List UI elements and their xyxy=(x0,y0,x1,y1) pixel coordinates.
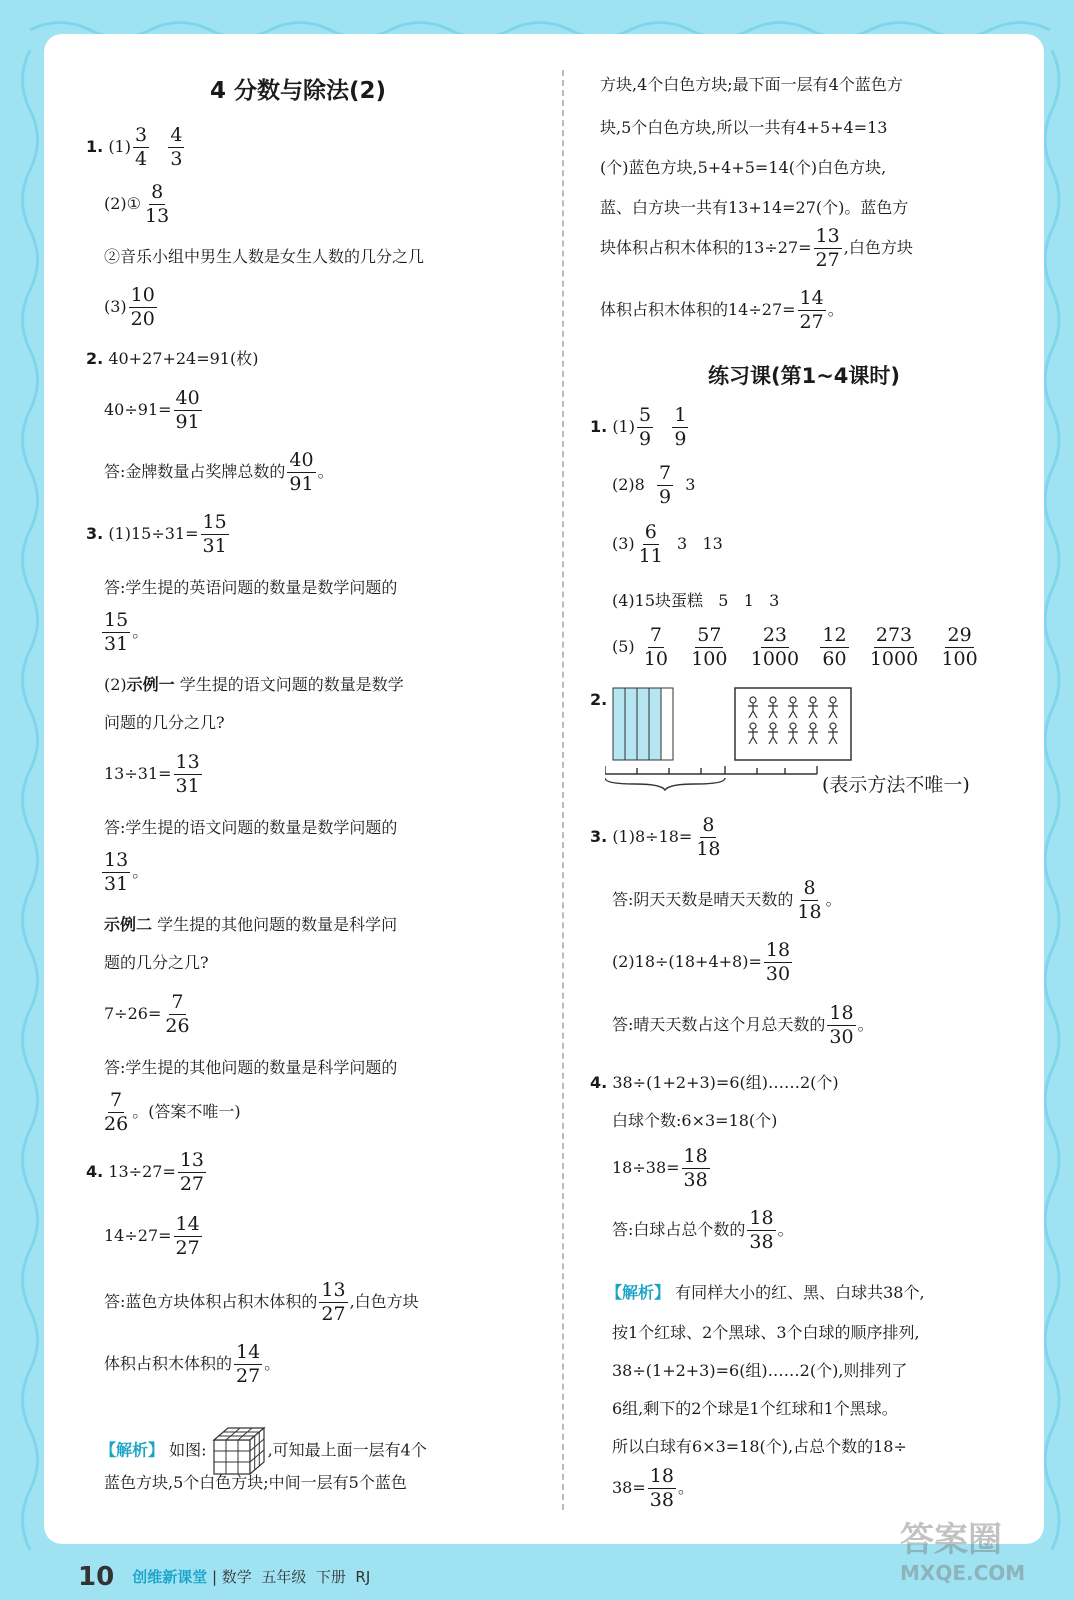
fraction: $\frac{13}{31}$ xyxy=(175,751,200,797)
fraction: $\frac{15}{31}$ xyxy=(104,609,129,655)
p3-number: 3. xyxy=(590,826,608,846)
q4-line-4 xyxy=(104,1342,280,1387)
p4-analysis-line-3: 38÷(1+2+3)=6(组)……2(个),则排列了 xyxy=(612,1361,908,1380)
example-label: 示例一 xyxy=(126,675,175,694)
fraction: $\frac{7}{26}$ xyxy=(165,991,190,1037)
text: 。 xyxy=(132,621,149,641)
analysis-tag: 【解析】 xyxy=(100,1440,165,1460)
q2-line-1 xyxy=(86,346,258,369)
q3-line-13 xyxy=(100,1090,241,1135)
text: (2)① xyxy=(104,193,142,213)
text: ,可知最上面一层有4个 xyxy=(267,1440,427,1460)
text: 40+27+24=91(枚) xyxy=(108,349,259,368)
p3-line-1 xyxy=(590,815,725,860)
q4-line-1 xyxy=(86,1150,208,1195)
fraction: $\frac{8}{18}$ xyxy=(696,814,721,860)
q3-line-12: 答:学生提的其他问题的数量是科学问题的 xyxy=(104,1058,398,1077)
text: 7÷26= xyxy=(104,1003,162,1023)
fraction: $\frac{18}{30}$ xyxy=(765,939,791,985)
text: 38= xyxy=(612,1477,646,1497)
p4-analysis-line-1 xyxy=(606,1280,925,1303)
fraction: $\frac{18}{38}$ xyxy=(749,1207,774,1253)
page-footer: 10 创维新课堂 | 数学 五年级 下册 RJ xyxy=(78,1562,371,1592)
fraction: $\frac{14}{27}$ xyxy=(799,287,824,333)
q4-line-2 xyxy=(104,1214,204,1259)
p1-line-3 xyxy=(612,522,723,567)
text: (2) xyxy=(104,675,127,694)
fraction: $\frac{18}{38}$ xyxy=(683,1145,708,1191)
fraction: $\frac{7}{10}$ xyxy=(643,624,668,670)
q2-line-2 xyxy=(104,388,204,433)
text: 3 13 xyxy=(677,533,723,553)
right-line-1: 方块,4个白色方块;最下面一层有4个蓝色方 xyxy=(600,75,903,94)
p4-number: 4. xyxy=(590,1073,608,1092)
q3-line-10: 题的几分之几? xyxy=(104,953,209,972)
p3-line-4 xyxy=(612,1003,874,1048)
q4-line-3 xyxy=(104,1280,419,1325)
text: (2)18÷(18+4+8)= xyxy=(612,951,762,971)
right-line-6 xyxy=(600,288,844,333)
fraction: $\frac{14}{27}$ xyxy=(175,1213,200,1259)
q3-line-7: 答:学生提的语文问题的数量是数学问题的 xyxy=(104,818,398,837)
text: (5) xyxy=(612,636,635,656)
right-line-2: 块,5个白色方块,所以一共有4+5+4=13 xyxy=(600,118,888,137)
p2-number: 2. xyxy=(590,690,608,709)
analysis-tag: 【解析】 xyxy=(606,1283,671,1302)
text: ,白色方块 xyxy=(843,237,913,257)
text: 。 xyxy=(677,1477,694,1497)
text: 。 xyxy=(825,889,842,909)
fraction: $\frac{13}{27}$ xyxy=(815,225,840,271)
fraction: $\frac{7}{9}$ xyxy=(659,462,672,508)
fraction: $\frac{3}{4}$ xyxy=(134,124,148,170)
fraction: $\frac{18}{30}$ xyxy=(829,1002,854,1048)
q3-line-6 xyxy=(104,752,204,797)
text: ,白色方块 xyxy=(349,1291,419,1311)
q3-line-8 xyxy=(100,850,148,895)
text: 有同样大小的红、黑、白球共38个, xyxy=(670,1283,925,1302)
p3-line-2 xyxy=(612,878,842,923)
fraction: $\frac{1}{9}$ xyxy=(674,404,687,450)
watermark-logo xyxy=(900,1512,1025,1585)
text: 40÷91= xyxy=(104,399,172,419)
text: (2)8 xyxy=(612,474,645,494)
q4-number: 4. xyxy=(86,1161,104,1181)
p4-line-2: 白球个数:6×3=18(个) xyxy=(612,1111,778,1130)
fraction: $\frac{12}{60}$ xyxy=(822,624,847,670)
page-number: 10 xyxy=(78,1562,115,1592)
footer-brand: 创维新课堂 xyxy=(132,1568,208,1586)
p4-line-1 xyxy=(590,1070,839,1093)
p4-analysis-line-6 xyxy=(612,1466,694,1511)
text: 。 xyxy=(857,1014,874,1034)
q3-line-11 xyxy=(104,992,194,1037)
fraction: $\frac{40}{91}$ xyxy=(289,449,314,495)
text: 答:阴天天数是晴天天数的 xyxy=(612,889,794,909)
q3-line-5: 问题的几分之几? xyxy=(104,713,225,732)
p4-analysis-line-5: 所以白球有6×3=18(个),占总个数的18÷ xyxy=(612,1437,907,1456)
p1-line-2 xyxy=(612,463,695,508)
p1-line-1 xyxy=(590,405,690,450)
example-label: 示例二 xyxy=(104,915,153,934)
right-line-3: (个)蓝色方块,5+4+5=14(个)白色方块, xyxy=(600,158,887,177)
text: 。 xyxy=(827,299,844,319)
q3-line-1 xyxy=(86,512,231,557)
q4-analysis-line-2: 蓝色方块,5个白色方块;中间一层有5个蓝色 xyxy=(104,1473,407,1492)
q3-number: 3. xyxy=(86,523,104,543)
p2-note: (表示方法不唯一) xyxy=(822,774,970,796)
watermark-top-text: 答案圈 xyxy=(900,1520,1002,1560)
text: 体积占积木体积的 xyxy=(104,1353,233,1373)
q2-number: 2. xyxy=(86,349,104,368)
text: 如图: xyxy=(164,1440,207,1460)
practice-subtitle: 练习课(第1~4课时) xyxy=(708,364,901,388)
p1-line-5 xyxy=(612,625,982,670)
fraction: $\frac{5}{9}$ xyxy=(638,404,652,450)
fraction: $\frac{7}{26}$ xyxy=(104,1089,129,1135)
text: 。 xyxy=(317,461,334,481)
fraction: $\frac{13}{27}$ xyxy=(321,1279,346,1325)
text: 。 xyxy=(264,1353,281,1373)
text: 。 xyxy=(777,1219,794,1239)
fraction: $\frac{14}{27}$ xyxy=(236,1341,261,1387)
text: 块体积占积木体积的13÷27= xyxy=(600,237,812,257)
q2-line-3 xyxy=(104,450,334,495)
fraction: $\frac{13}{31}$ xyxy=(104,849,129,895)
fraction: $\frac{6}{11}$ xyxy=(638,521,663,567)
cube-blocks-figure xyxy=(212,1426,268,1476)
section-title: 4 分数与除法(2) xyxy=(210,78,387,104)
fraction: $\frac{8}{18}$ xyxy=(797,877,822,923)
text: 13÷27= xyxy=(108,1161,176,1181)
fraction: $\frac{273}{1000}$ xyxy=(869,624,919,670)
p3-line-3 xyxy=(612,940,794,985)
right-line-5 xyxy=(600,226,913,271)
text: 38÷(1+2+3)=6(组)……2(个) xyxy=(612,1073,839,1092)
q1-number: 1. xyxy=(86,136,104,156)
p4-line-4 xyxy=(612,1208,794,1253)
text: 学生提的语文问题的数量是数学 xyxy=(174,675,404,694)
people-box xyxy=(735,688,851,760)
fraction: $\frac{40}{91}$ xyxy=(175,387,200,433)
text: (1) xyxy=(612,416,635,436)
q3-line-2: 答:学生提的英语问题的数量是数学问题的 xyxy=(104,578,398,597)
right-line-4: 蓝、白方块一共有13+14=27(个)。蓝色方 xyxy=(600,198,909,217)
text: 体积占积木体积的14÷27= xyxy=(600,299,796,319)
fraction: $\frac{8}{13}$ xyxy=(145,181,170,227)
footer-info: 数学 五年级 下册 RJ xyxy=(221,1568,371,1586)
fraction: $\frac{57}{100}$ xyxy=(691,624,728,670)
p1-line-4: (4)15块蛋糕 5 1 3 xyxy=(612,591,780,610)
fraction: $\frac{18}{38}$ xyxy=(649,1465,674,1511)
text: 学生提的其他问题的数量是科学问 xyxy=(152,915,398,934)
q3-line-4 xyxy=(104,672,404,695)
q3-line-3 xyxy=(100,610,148,655)
text: 3 xyxy=(685,474,696,494)
text: 答:白球占总个数的 xyxy=(612,1219,746,1239)
text: (3) xyxy=(612,533,635,553)
text: 。(答案不唯一) xyxy=(132,1101,241,1121)
fraction: $\frac{10}{20}$ xyxy=(130,284,155,330)
text: (1)15÷31= xyxy=(108,523,199,543)
number-line-brace xyxy=(605,766,817,790)
text: 13÷31= xyxy=(104,763,172,783)
fraction: $\frac{13}{27}$ xyxy=(179,1149,205,1195)
text: 14÷27= xyxy=(104,1225,172,1245)
q1-line-1 xyxy=(86,125,186,170)
q4-analysis-line-1 xyxy=(100,1426,427,1476)
text: 18÷38= xyxy=(612,1157,680,1177)
q1-line-4 xyxy=(104,285,159,330)
p4-line-3 xyxy=(612,1146,712,1191)
text: (1) xyxy=(108,136,131,156)
text: 答:蓝色方块体积占积木体积的 xyxy=(104,1291,318,1311)
text: (3) xyxy=(104,296,127,316)
text: 答:晴天天数占这个月总天数的 xyxy=(612,1014,826,1034)
bar-model xyxy=(613,688,673,760)
p4-analysis-line-2: 按1个红球、2个黑球、3个白球的顺序排列, xyxy=(612,1323,920,1342)
q3-line-9 xyxy=(104,912,397,935)
fraction: $\frac{4}{3}$ xyxy=(170,124,183,170)
q1-line-3: ②音乐小组中男生人数是女生人数的几分之几 xyxy=(104,247,425,266)
text: 。 xyxy=(132,861,149,881)
text: 答:金牌数量占奖牌总数的 xyxy=(104,461,286,481)
p4-analysis-line-4: 6组,剩下的2个球是1个红球和1个黑球。 xyxy=(612,1399,898,1418)
text: (1)8÷18= xyxy=(612,826,693,846)
p1-number: 1. xyxy=(590,416,608,436)
watermark-bottom-text: MXQE.COM xyxy=(900,1561,1026,1585)
fraction: $\frac{29}{100}$ xyxy=(941,624,978,670)
fraction: $\frac{23}{1000}$ xyxy=(750,624,800,670)
column-divider xyxy=(562,70,564,1510)
q1-line-2 xyxy=(104,182,173,227)
fraction: $\frac{15}{31}$ xyxy=(202,511,227,557)
